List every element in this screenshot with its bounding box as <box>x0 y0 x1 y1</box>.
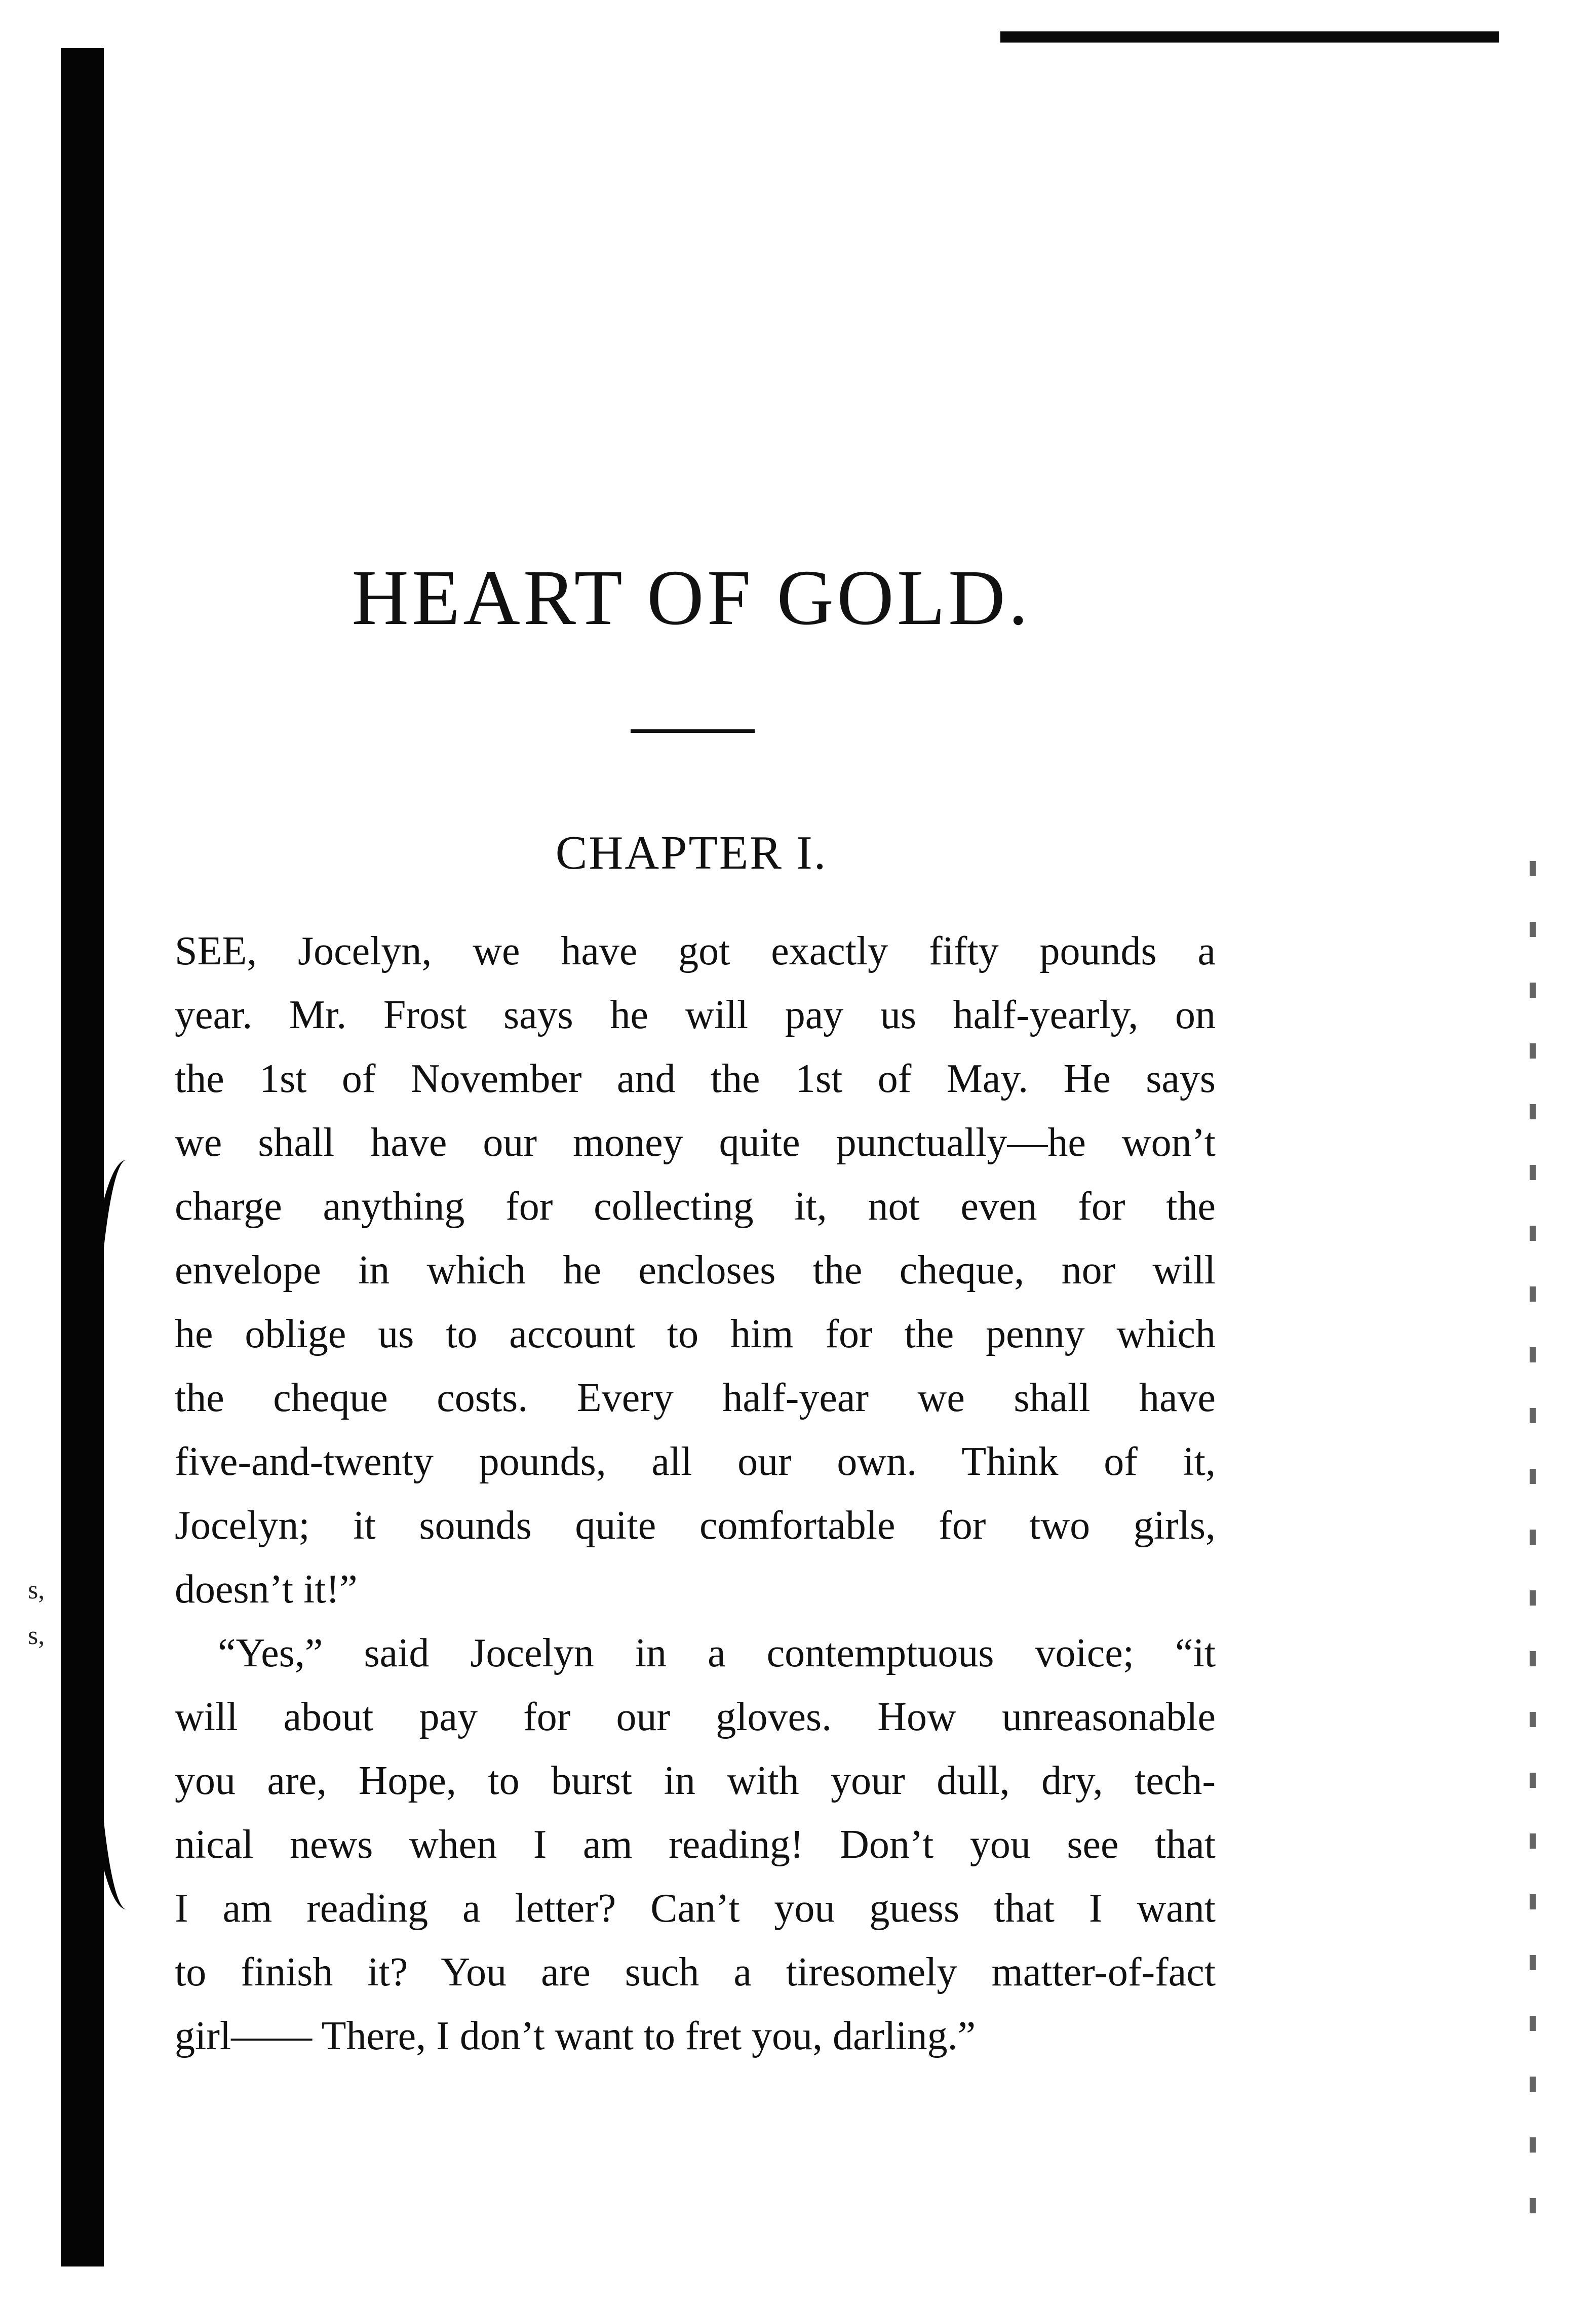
text-line: he oblige us to account to him for the penny which <box>175 1312 1216 1356</box>
text-line: I am reading a letter? Can’t you guess that I want <box>175 1886 1216 1931</box>
book-title: HEART OF GOLD. <box>352 554 1031 641</box>
scan-gutter-curl <box>76 1160 177 1909</box>
text-line: SEE, Jocelyn, we have got exactly fifty pounds a <box>175 929 1216 973</box>
chapter-heading: CHAPTER I. <box>555 827 828 879</box>
text-line: year. Mr. Frost says he will pay us half-yearly, on <box>175 993 1216 1037</box>
text-line: the cheque costs. Every half-year we shall have <box>175 1376 1216 1420</box>
text-line: the 1st of November and the 1st of May. He says <box>175 1057 1216 1101</box>
scan-right-edge <box>1530 861 1536 2229</box>
text-line: nical news when I am reading! Don’t you see that <box>175 1822 1216 1867</box>
margin-fragment: s, <box>28 1621 45 1650</box>
title-divider <box>631 729 755 733</box>
text-line: to finish it? You are such a tiresomely matter-of-fact <box>175 1950 1216 1995</box>
text-line: will about pay for our gloves. How unreasonable <box>175 1695 1216 1739</box>
text-line: Jocelyn; it sounds quite comfortable for two girls, <box>175 1503 1216 1548</box>
text-line: we shall have our money quite punctually—he won’t <box>175 1120 1216 1165</box>
text-line: girl—— There, I don’t want to fret you, darling.” <box>175 2014 976 2058</box>
text-line: five-and-twenty pounds, all our own. Think of it, <box>175 1439 1216 1484</box>
chapter-body <box>175 919 1216 2068</box>
paragraph-2 <box>175 1621 1216 2068</box>
scan-gutter-shadow <box>61 48 104 2266</box>
scan-top-rule <box>1000 31 1499 43</box>
text-line: doesn’t it!” <box>175 1567 358 1612</box>
text-line: charge anything for collecting it, not even for the <box>175 1184 1216 1229</box>
paragraph-1 <box>175 919 1216 1621</box>
margin-fragment: s, <box>28 1576 45 1605</box>
text-line: “Yes,” said Jocelyn in a contemptuous voice; “it <box>218 1631 1216 1675</box>
text-line: you are, Hope, to burst in with your dull, dry, tech- <box>175 1758 1216 1803</box>
text-line: envelope in which he encloses the cheque, nor will <box>175 1248 1216 1293</box>
